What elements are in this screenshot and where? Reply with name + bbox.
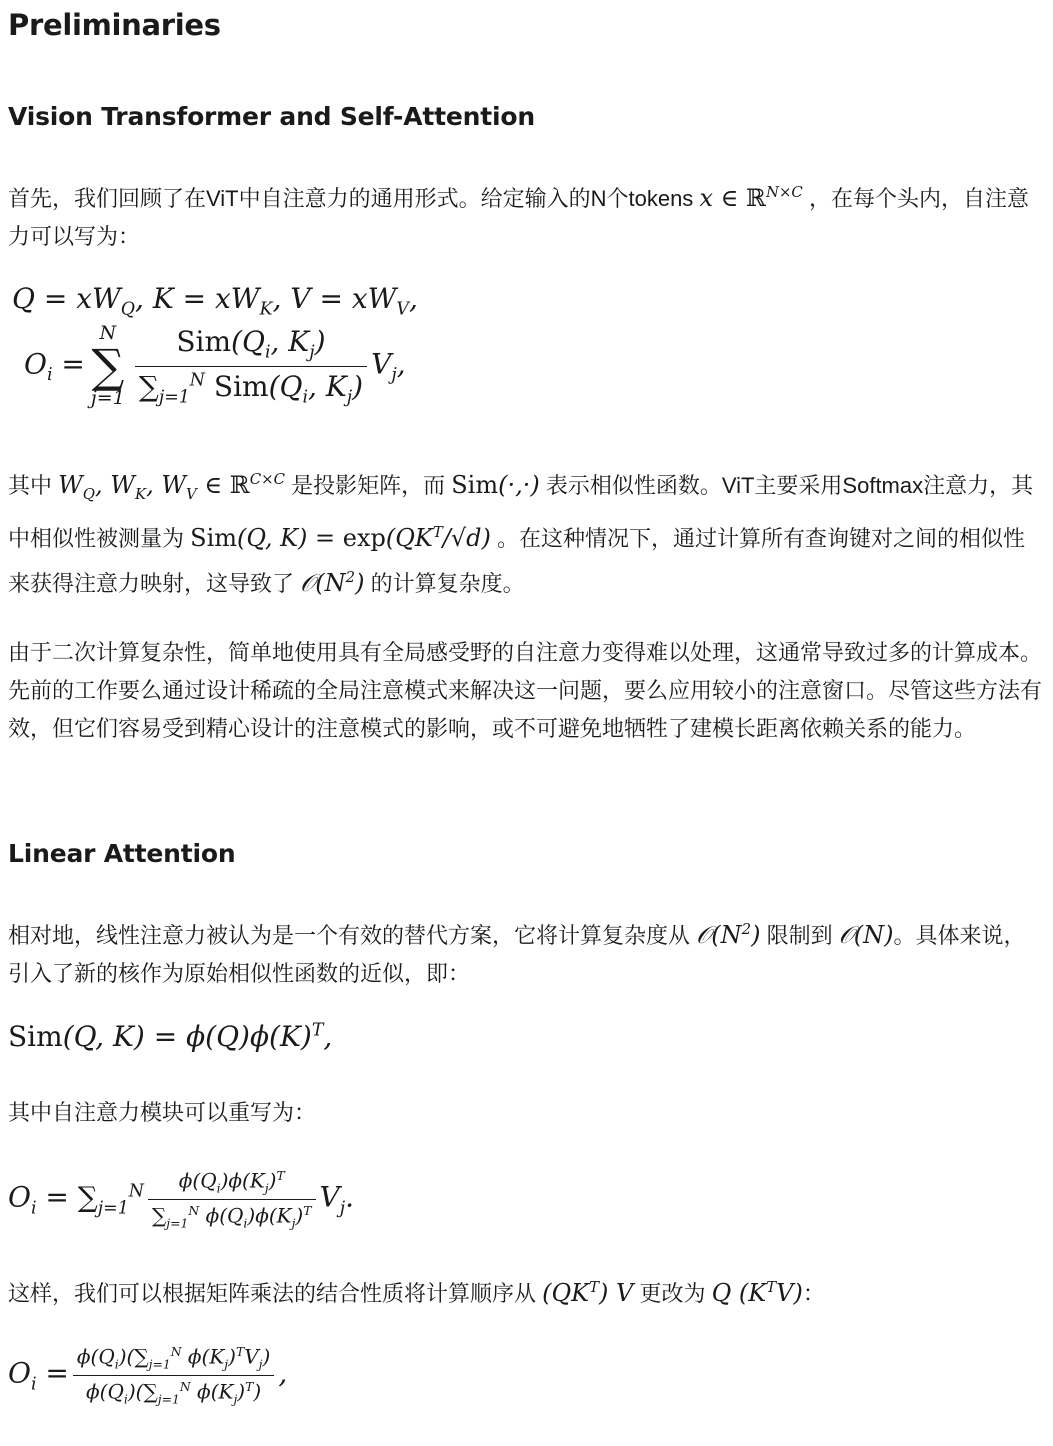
equation-reordered-output: $O_i$ = $\frac{\phi(Q_i)(\sum_{j=1}^N \phi(K_j)^TV_j)}{\phi(Q_i)(\sum_{j=1}^N \phi(K_j)^T)}$ ,: [8, 1344, 288, 1407]
equation-qkv: $Q = xW_Q$, $K = xW_K$, $V = xW_V$,: [12, 282, 418, 320]
equation-attention-output: $O_i$ = N ∑ j=1 $\frac{Sim(Q_i, K_j)}{\sum_{j=1}^N Sim(Q_i, K_j)}$ $V_j$,: [24, 322, 406, 409]
section-heading-vit: Vision Transformer and Self-Attention: [8, 102, 535, 131]
section-heading-linear-attention: Linear Attention: [8, 839, 236, 868]
math-sim-function: Sim(·,·): [451, 471, 540, 499]
paragraph-quadratic-complexity: 由于二次计算复杂性，简单地使用具有全局感受野的自注意力变得难以处理，这通常导致过多的计算成本。先前的工作要么通过设计稀疏的全局注意模式来解决这一问题，要么应用较小的注意窗口。尽管这些方法有效，但它们容易受到精心设计的注意模式的影响，或不可避免地牺牲了建模长距离依赖关系的能力。: [8, 640, 1043, 741]
math-softmax-sim: Sim(Q, $K) = \exp(QK^T/√d)$: [190, 522, 491, 552]
equation-linear-output: $O_i = \sum_{j=1}^N$ $\frac{\phi(Q_i)\phi(K_j)^T}{\sum_{j=1}^N \phi(Q_i)\phi(K_j)^T}$ $V_j$.: [8, 1168, 355, 1231]
math-quadratic-complexity-2: $𝒪(N^2)$: [696, 920, 761, 949]
math-linear-complexity: 𝒪(N): [838, 921, 894, 949]
math-quadratic-complexity: $𝒪(N^2)$: [300, 567, 365, 597]
equation-kernel-sim: Sim(Q, $K) = \phi(Q)\phi(K)^T$,: [8, 1020, 333, 1053]
math-projection-matrices: $W_Q$, $W_K$, $W_V$ ∈ ℝ$^{C\times C}$: [58, 470, 285, 503]
page-title: Preliminaries: [8, 8, 221, 42]
paragraph-rewrite: 其中自注意力模块可以重写为：: [8, 1100, 317, 1125]
paragraph-associativity: 这样，我们可以根据矩阵乘法的结合性质将计算顺序从 $(QK^T)$ V 更改为 Q $(K^TV)$：: [8, 1278, 825, 1307]
math-input-tokens: x ∈ ℝ$^{N\times C}$: [699, 183, 803, 212]
paragraph-linear-intro: 相对地，线性注意力被认为是一个有效的替代方案，它将计算复杂度从 $𝒪(N^2)$ 限制到 𝒪(N)。具体来说，引入了新的核作为原始相似性函数的近似，即：: [8, 920, 1026, 986]
math-order-after: Q $(K^TV)$: [711, 1278, 803, 1307]
paragraph-projection: 其中 $W_Q$, $W_K$, $W_V$ ∈ ℝ$^{C\times C}$ 是投影矩阵，而 Sim(·,·) 表示相似性函数。ViT主要采用Softmax注意力，其中相似性被测量为 Sim(Q, $K) = \exp(QK^T/√d)$ 。在这种情况下，通过计算所有查询键对之间的相似性来获得注意力映射，这导致了 $𝒪(N^2)$ 的计算复杂度。: [8, 470, 1034, 597]
math-order-before: $(QK^T)$ V: [542, 1278, 634, 1307]
paragraph-intro: 首先，我们回顾了在ViT中自注意力的通用形式。给定输入的N个tokens x ∈ ℝ$^{N\times C}$ ，在每个头内，自注意力可以写为：: [8, 183, 1029, 249]
